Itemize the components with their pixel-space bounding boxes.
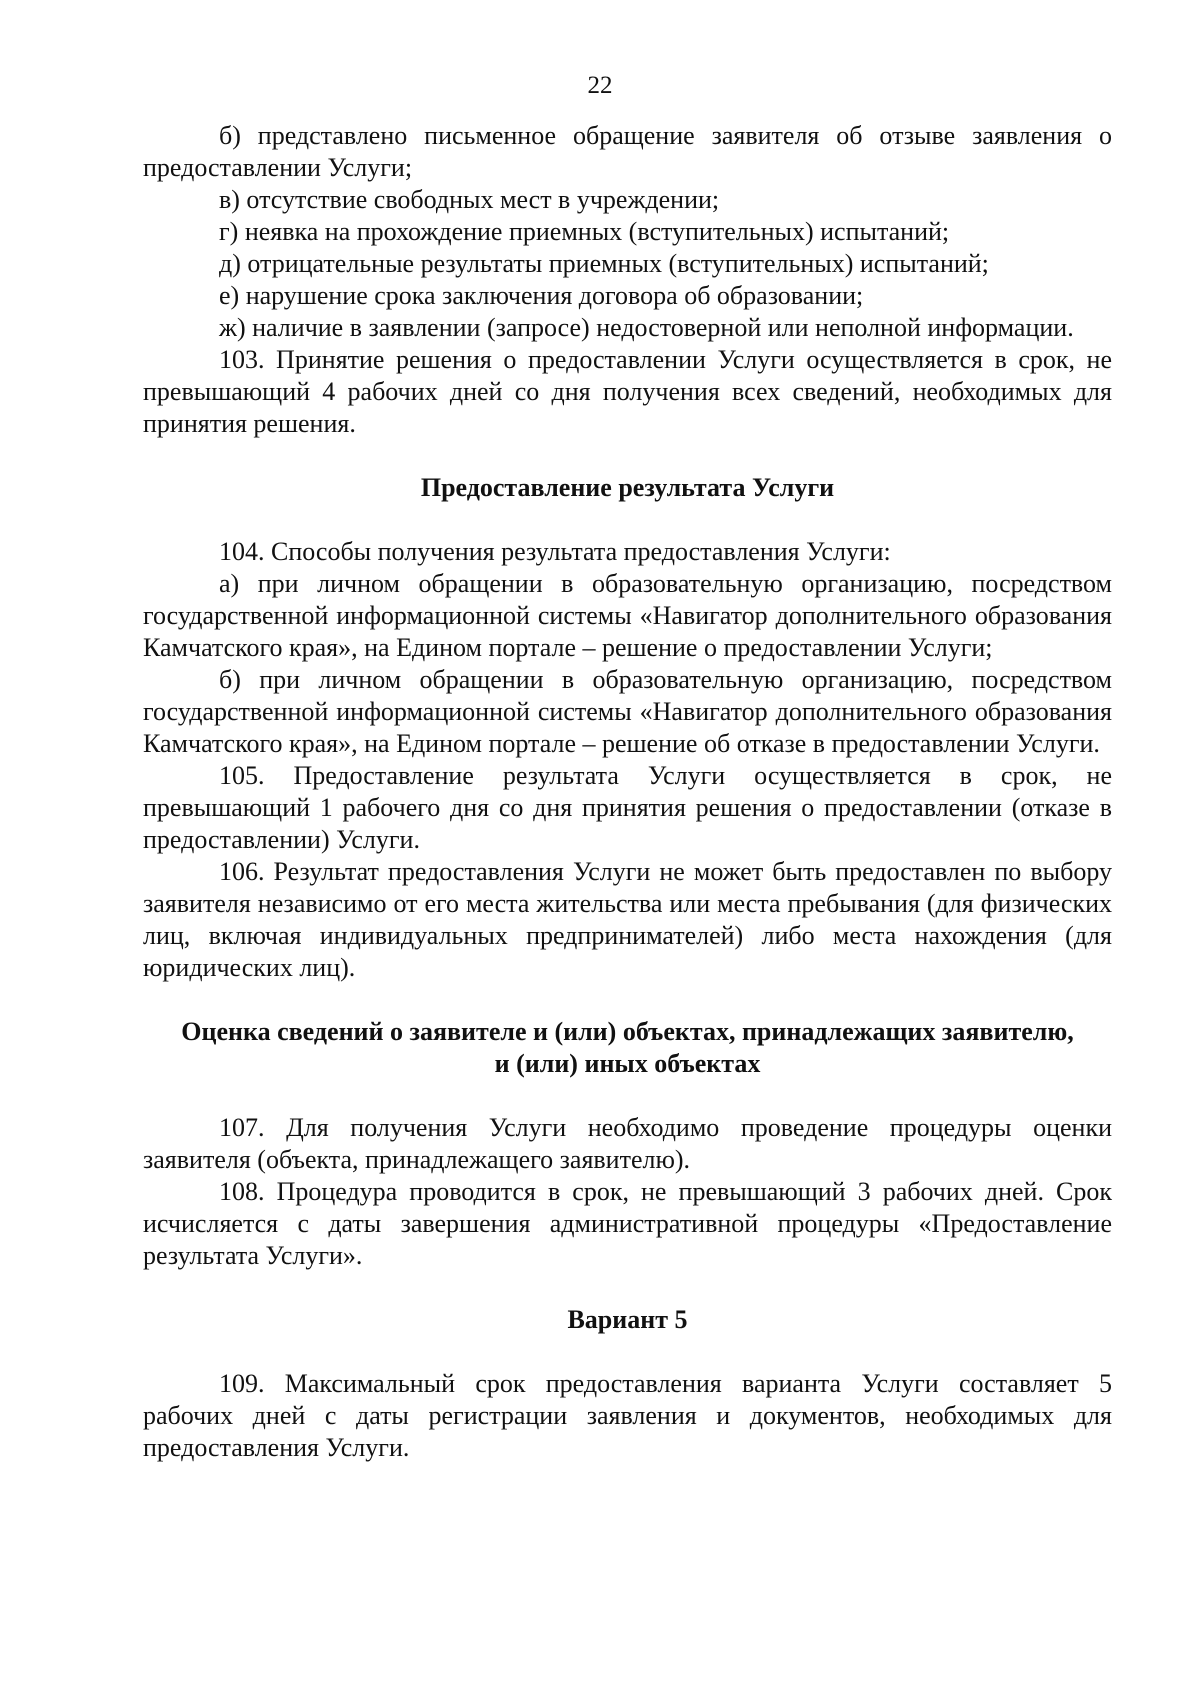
paragraph-e-contract-delay: е) нарушение срока заключения договора об образовании; [219,281,864,310]
paragraph-108: 108. Процедура проводится в срок, не превышающий 3 рабочих дней. Срок исчисляется с даты завершения административной процедуры «Предоставление результата Услуги». [143,1177,1112,1270]
paragraph-105: 105. Предоставление результата Услуги осуществляется в срок, не превышающий 1 рабочего дня со дня принятия решения о предоставлении (отказе в предоставлении) Услуги. [143,761,1112,854]
paragraph-b-withdrawal: б) представлено письменное обращение заявителя об отзыве заявления о предоставлении Услуги; [143,121,1112,182]
page-number: 22 [587,72,613,99]
paragraph-109: 109. Максимальный срок предоставления варианта Услуги составляет 5 рабочих дней с даты регистрации заявления и документов, необходимых для предоставления Услуги. [143,1369,1112,1462]
paragraph-g-no-show: г) неявка на прохождение приемных (вступительных) испытаний; [219,217,950,246]
paragraph-d-negative-results: д) отрицательные результаты приемных (вступительных) испытаний; [219,249,989,278]
section-heading-assessment-line2: и (или) иных объектах [494,1049,761,1078]
paragraph-107: 107. Для получения Услуги необходимо проведение процедуры оценки заявителя (объекта, принадлежащего заявителю). [143,1113,1112,1174]
paragraph-104: 104. Способы получения результата предоставления Услуги: [219,537,891,566]
section-heading-assessment-line1: Оценка сведений о заявителе и (или) объектах, принадлежащих заявителю, [181,1017,1074,1046]
paragraph-103: 103. Принятие решения о предоставлении Услуги осуществляется в срок, не превышающий 4 рабочих дней со дня получения всех сведений, необходимых для принятия решения. [143,345,1112,438]
paragraph-104-a: а) при личном обращении в образовательную организацию, посредством государственной информационной системы «Навигатор дополнительного образования Камчатского края», на Едином портале – решение о предоставлении Услуги; [143,569,1112,662]
paragraph-106: 106. Результат предоставления Услуги не может быть предоставлен по выбору заявителя независимо от его места жительства или места пребывания (для физических лиц, включая индивидуальных предпринимателей) либо места нахождения (для юридических лиц). [143,857,1112,982]
paragraph-v-no-places: в) отсутствие свободных мест в учреждении; [219,185,720,214]
paragraph-zh-invalid-info: ж) наличие в заявлении (запросе) недостоверной или неполной информации. [219,313,1074,342]
section-heading-variant-5: Вариант 5 [567,1305,688,1334]
paragraph-104-b: б) при личном обращении в образовательную организацию, посредством государственной информационной системы «Навигатор дополнительного образования Камчатского края», на Едином портале – решение об отказе в предоставлении Услуги. [143,665,1112,758]
section-heading-result: Предоставление результата Услуги [420,473,835,502]
document-body [143,120,1112,1464]
